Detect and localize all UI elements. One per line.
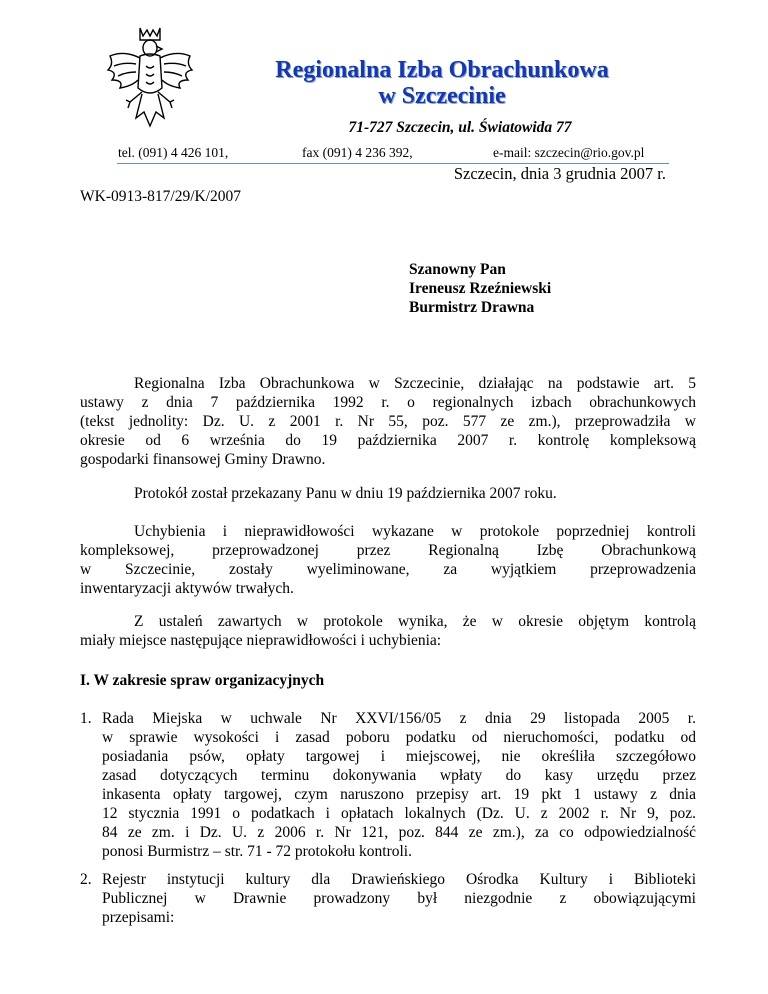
paragraph-protocol [80,484,696,503]
paragraph-line: kompleksowej, przeprowadzonej przez Regionalną Izbę Obrachunkową [80,542,696,559]
list-item-line: 12 stycznia 1991 o podatkach i opłatach lokalnych (Dz. U. z 2002 r. Nr 9, poz. [102,805,696,822]
paragraph-line: gospodarki finansowej Gminy Drawno. [80,451,326,468]
list-item-number: 1. [80,710,92,727]
list-item-line: Rejestr instytucji kultury dla Drawieńskiego Ośrodka Kultury i Biblioteki [102,871,696,888]
list-item [80,870,696,927]
org-name-line-2: w Szczecinie [378,83,506,109]
reference-number: WK-0913-817/29/K/2007 [80,188,242,205]
list-item-line: posiadania psów, opłaty targowej i miejscowej, nie określiła szczegółowo [102,748,696,765]
org-name-line-1: Regionalna Izba Obrachunkowa [275,57,609,83]
list-item-line: Publicznej w Drawnie prowadzony był niezgodnie z obowiązującymi [102,890,696,907]
paragraph-line: Uchybienia i nieprawidłowości wykazane w protokole poprzedniej kontroli [134,523,696,540]
paragraph-previous-control [80,522,696,598]
paragraph-line: ustawy z dnia 7 października 1992 r. o regionalnych izbach obrachunkowych [80,394,696,411]
list-item-line: ponosi Burmistrz – str. 71 - 72 protokołu kontroli. [102,843,412,860]
list-item-line: przepisami: [102,909,175,926]
paragraph-line: (tekst jednolity: Dz. U. z 2001 r. Nr 55, poz. 577 ze zm.), przeprowadziła w [80,413,696,430]
list-item-line: inkasenta opłaty targowej, czym naruszono przepisy art. 19 pkt 1 ustawy z dnia [102,786,696,803]
addressee-salutation: Szanowny Pan [409,261,506,278]
paragraph-line: Regionalna Izba Obrachunkowa w Szczecinie, działając na podstawie art. 5 [134,375,696,392]
org-phone: tel. (091) 4 426 101, [118,145,229,160]
paragraph-line: w Szczecinie, zostały wyeliminowane, za wyjątkiem przeprowadzenia [80,561,696,578]
paragraph-line: Z ustaleń zawartych w protokole wynika, że w okresie objętym kontrolą [134,613,696,630]
paragraph-line: okresie od 6 września do 19 października 2007 r. kontrolę kompleksową [80,432,696,449]
list-item-line: Rada Miejska w uchwale Nr XXVI/156/05 z dnia 29 listopada 2005 r. [102,710,696,727]
addressee-name: Ireneusz Rzeźniewski [409,280,552,297]
list-item-line: 84 ze zm. i Dz. U. z 2006 r. Nr 121, poz. 844 ze zm.), za co odpowiedzialność [102,824,696,841]
addressee-title: Burmistrz Drawna [409,299,535,316]
org-fax: fax (091) 4 236 392, [302,145,413,160]
paragraph-findings-intro [80,612,696,650]
org-email: e-mail: szczecin@rio.gov.pl [493,145,645,160]
org-address: 71-727 Szczecin, ul. Światowida 77 [348,119,572,136]
paragraph-intro [80,374,696,469]
paragraph-line: inwentaryzacji aktywów trwałych. [80,580,294,597]
list-item-line: w sprawie wysokości i zasad poboru podatku od nieruchomości, podatku od [102,729,696,746]
polish-eagle-emblem-icon [100,22,200,134]
section-heading: I. W zakresie spraw organizacyjnych [80,672,325,689]
letter-date: Szczecin, dnia 3 grudnia 2007 r. [453,164,666,183]
paragraph-line: miały miejsce następujące nieprawidłowości i uchybienia: [80,632,442,649]
list-item-line: zasad dotyczących terminu dokonywania wpłaty do kasy urzędu przez [102,767,696,784]
list-item [80,709,696,861]
paragraph-line: Protokół został przekazany Panu w dniu 19 października 2007 roku. [134,485,557,502]
list-item-number: 2. [80,871,92,888]
